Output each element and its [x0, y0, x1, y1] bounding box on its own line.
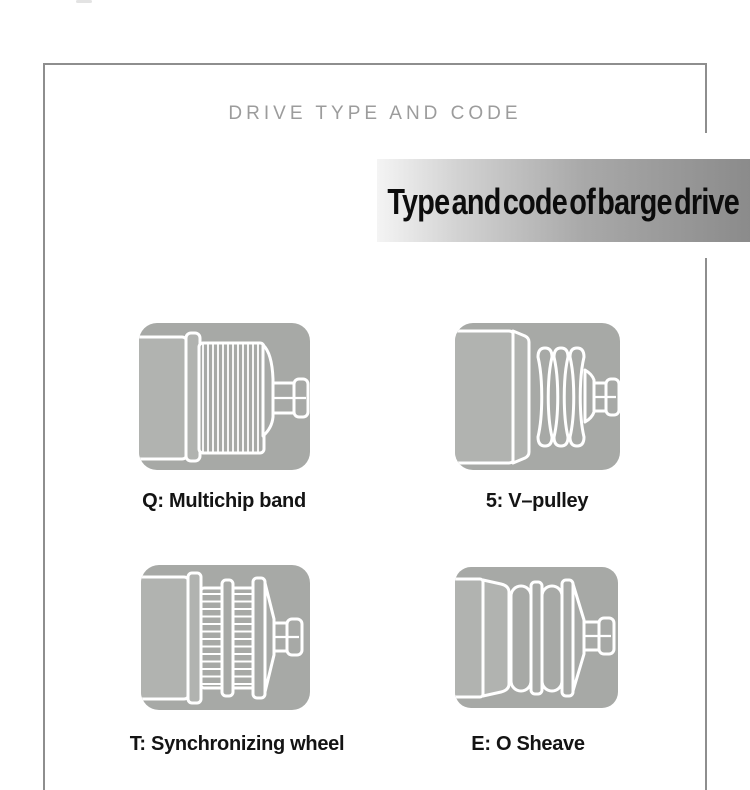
page-top-artifact: [76, 0, 92, 3]
banner-title: Type and code of barge drive: [387, 181, 739, 222]
drive-type-tile-q: [139, 323, 310, 470]
drive-type-label-t: T: Synchronizing wheel: [129, 733, 345, 755]
drive-type-label-e: E: O Sheave: [471, 733, 585, 755]
banner-gradient: [377, 159, 750, 242]
drive-type-tile-5: [455, 323, 620, 470]
drive-type-label-5: 5: V–pulley: [485, 490, 589, 512]
section-title: DRIVE TYPE AND CODE: [228, 103, 522, 124]
drive-type-label-q: Q: Multichip band: [142, 490, 306, 512]
v-pulley-icon: [455, 323, 620, 470]
synchronizing-wheel-pulley-icon: [141, 565, 310, 710]
o-sheave-pulley-icon: [455, 567, 618, 708]
multichip-band-pulley-icon: [139, 323, 310, 470]
banner: [377, 133, 750, 258]
drive-type-tile-t: [141, 565, 310, 710]
drive-type-tile-e: [455, 567, 618, 708]
